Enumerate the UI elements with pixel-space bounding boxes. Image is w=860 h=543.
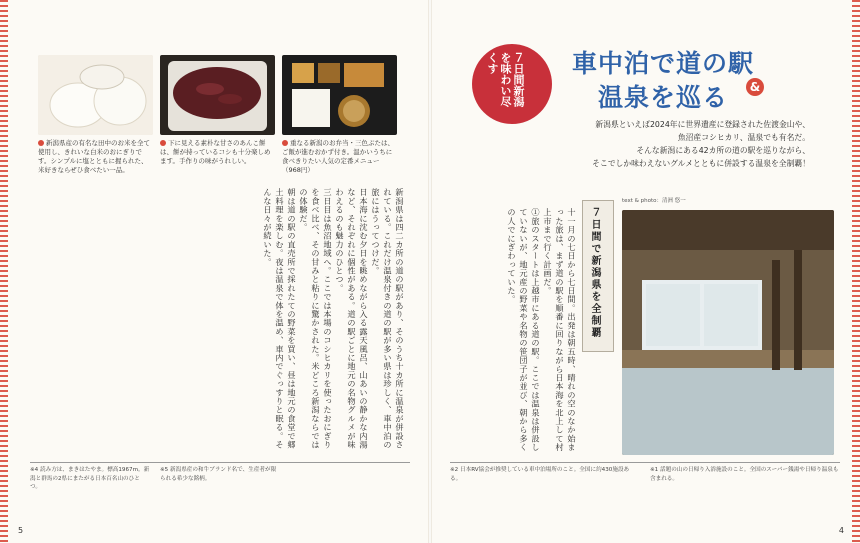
- left-body-text: [36, 188, 406, 453]
- title-ampersand: &: [746, 78, 764, 96]
- footnote-4: ※4 読み方は、まきはたやま。標高1967m。新潟と群馬の2県にまたがる日本百名山のひとつ。: [30, 467, 150, 490]
- right-footnote-rule: [450, 462, 840, 463]
- right-paragraph-1: 十一月の七日から七日間。出発は朝五時、晴れの空のなか始まった旅は、まず道の駅を順番に回りながら日本海を北上して村上市まで行く計画だ。: [543, 208, 577, 452]
- credit: text & photo：清洲 悠一: [622, 198, 686, 204]
- left-footnote-rule: [30, 462, 410, 463]
- caption-2-text: 下に見える素朴な甘さのあんこ餅は、餅が持っているコシも十分楽しめます。手作りの味がうれしい。: [160, 139, 271, 165]
- caption-3: [282, 139, 397, 175]
- lead-line-4: そこでしか味わえないグルメとともに併設する温泉を全制覇！: [592, 159, 810, 168]
- caption-2: [160, 139, 275, 166]
- left-edge-stripe: [0, 0, 8, 543]
- section-heading: ７日間で新潟県を全制覇: [589, 207, 600, 339]
- footnote-2: ※2 日本RV協会が推奨している車中泊場所のこと。全国に約430施設ある。: [450, 467, 630, 482]
- photo-onsen-bath: [622, 210, 834, 455]
- left-paragraph-1: 新潟県は四二カ所の道の駅があり、そのうち十カ所に温泉が併設されている。これだけ温泉付きの道の駅が多い県は珍しく、車中泊の旅にはうってつけだ。: [371, 188, 405, 449]
- section-heading-box: [582, 200, 614, 352]
- lead-line-3: そんな新潟にある42カ所の道の駅を巡りながら、: [636, 146, 810, 155]
- bullet-marker: [38, 140, 44, 146]
- footnote-5: ※5 新潟県産の和牛ブランド名で、生産者が限られる希少な銘柄。: [160, 467, 277, 482]
- page-number-left: 5: [18, 526, 24, 535]
- caption-1: [38, 139, 153, 175]
- photo-anko-mochi: [160, 55, 275, 135]
- title-line-1: 車中泊で道の駅: [572, 49, 755, 78]
- photo-bento: [282, 55, 397, 135]
- bullet-marker: [282, 140, 288, 146]
- title-line-2: 温泉を巡る: [598, 83, 729, 112]
- right-page-content: [430, 0, 860, 543]
- page-number-right: 4: [838, 526, 844, 535]
- badge-text: ７日間新潟を味わい尽くす: [486, 52, 525, 107]
- caption-1-text: 新潟県産の有名な田中のお米を全て使用し、きれいな白米のおにぎりです。シンプルに塩とともに握られた、米好きならぜひ食べたい一品。: [38, 139, 150, 174]
- right-body-text: [466, 208, 578, 453]
- lead-line-1: 新潟県といえば2024年に世界遺産に登録された佐渡金山や、: [595, 120, 810, 129]
- left-paragraph-2: 日本海に沈む夕日を眺めながら入る露天風呂、山あいの静かな内湯など、それぞれに個性がある。道の駅ごとに地元の名物グルメが味わえるのも魅力のひとつ。: [335, 188, 369, 449]
- caption-3-text: 重なる新潟のお弁当・三色ぶたは、ご飯が進むおかず付き。温かいうちに食べきりたい人気の定番メニュー（968円）: [282, 139, 394, 174]
- right-paragraph-2: ①旅のスタートは上越市にある道の駅。ここでは温泉は併設していないが、地元産の野菜や名物の笹団子が並び、朝から多くの人でにぎわっていた。: [507, 208, 541, 452]
- lead-line-2: 魚沼産コシヒカリ、温泉でも有名だ。: [677, 133, 810, 142]
- lead-text: [550, 118, 810, 170]
- bullet-marker: [160, 140, 166, 146]
- left-paragraph-3: 三日目は魚沼地域へ。ここでは本場のコシヒカリを使ったおにぎりを食べ比べ、その甘みと粘りに驚かされた。米どころ新潟ならではの体験だ。: [299, 188, 333, 449]
- footnote-1: ※1 話題の山の日帰り入浴施設のこと。全国のスーパー銭湯や日帰り温泉も含まれる。: [650, 467, 839, 482]
- left-paragraph-4: 朝は道の駅の直売所で採れたての野菜を買い、昼は地元の食堂で郷土料理を楽しむ。夜は温泉で体を温め、車内でぐっすりと眠る。そんな日々が続いた。: [263, 188, 297, 449]
- title-badge: [472, 44, 552, 124]
- photo-onigiri: [38, 55, 153, 135]
